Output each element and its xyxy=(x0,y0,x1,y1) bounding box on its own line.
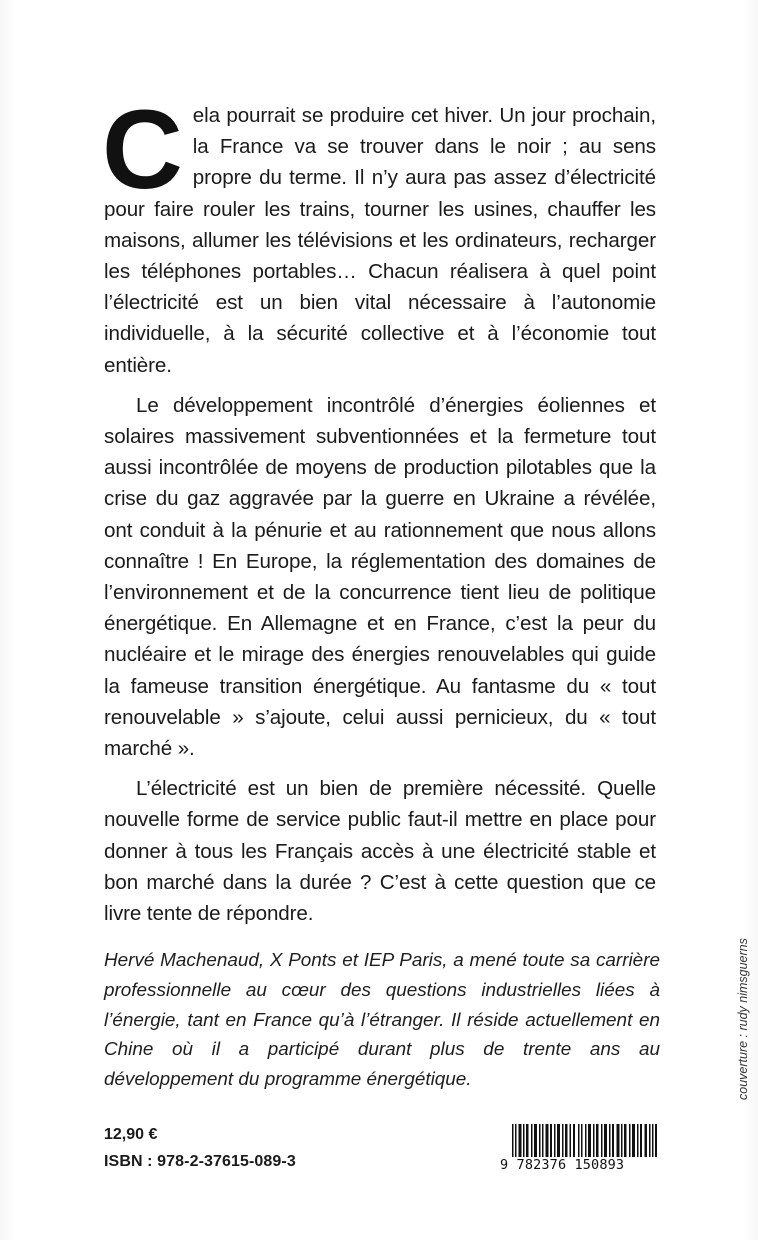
price-label: 12,90 € xyxy=(104,1126,158,1143)
barcode-digits: 9 782376 150893 xyxy=(500,1157,660,1173)
blurb-paragraph-1 xyxy=(102,87,656,381)
drop-cap-letter: C xyxy=(102,87,183,212)
author-bio: Hervé Machenaud, X Ponts et IEP Paris, a mené toute sa carrière professionnelle au cœur des questions industrielles liées à l’énergie, tant en France qu’à l’étranger. Il réside actuellement en Chine où il a participé durant plus de trente ans au développement du programme énergétique. xyxy=(104,950,660,1091)
blurb-paragraph-3: L’électricité est un bien de première nécessité. Quelle nouvelle forme de service public faut-il mettre en place pour donner à tous les Français accès à une électricité stable et bon marché dans la durée ? C’est à cette question que ce livre tente de répondre. xyxy=(104,777,656,926)
blurb-paragraph-1-text: ela pourrait se produire cet hiver. Un jour prochain, la France va se trouver dans le noir ; au sens propre du terme. Il n’y aura pas assez d’électricité pour faire rouler les trains, tourner les usines, chauffer les maisons, allumer les télévisions et les ordinateurs, recharger les téléphones portables… Chacun réalisera à quel point l’électricité est un bien vital nécessaire à l’autonomie individuelle, à la sécurité collective et à l’économie tout entière. xyxy=(104,104,656,377)
blurb-paragraph-2: Le développement incontrôlé d’énergies éoliennes et solaires massivement subventionnées et la fermeture tout aussi incontrôlée de moyens de production pilotables que la crise du gaz aggravée par la guerre en Ukraine a révélée, ont conduit à la pénurie et au rationnement que nous allons connaître ! En Europe, la réglementation des domaines de l’environnement et de la concurrence tient lieu de politique énergétique. En Allemagne et en France, c’est la peur du nucléaire et le mirage des énergies renouvelables qui guide la fameuse transition énergétique. Au fantasme du « tout renouvelable » s’ajoute, celui aussi pernicieux, du « tout marché ». xyxy=(104,393,656,761)
cover-credit: couverture : rudy nimsguerns xyxy=(736,938,750,1100)
barcode xyxy=(500,1124,660,1176)
blurb-text xyxy=(102,87,656,929)
isbn-label: ISBN : 978-2-37615-089-3 xyxy=(104,1153,296,1170)
